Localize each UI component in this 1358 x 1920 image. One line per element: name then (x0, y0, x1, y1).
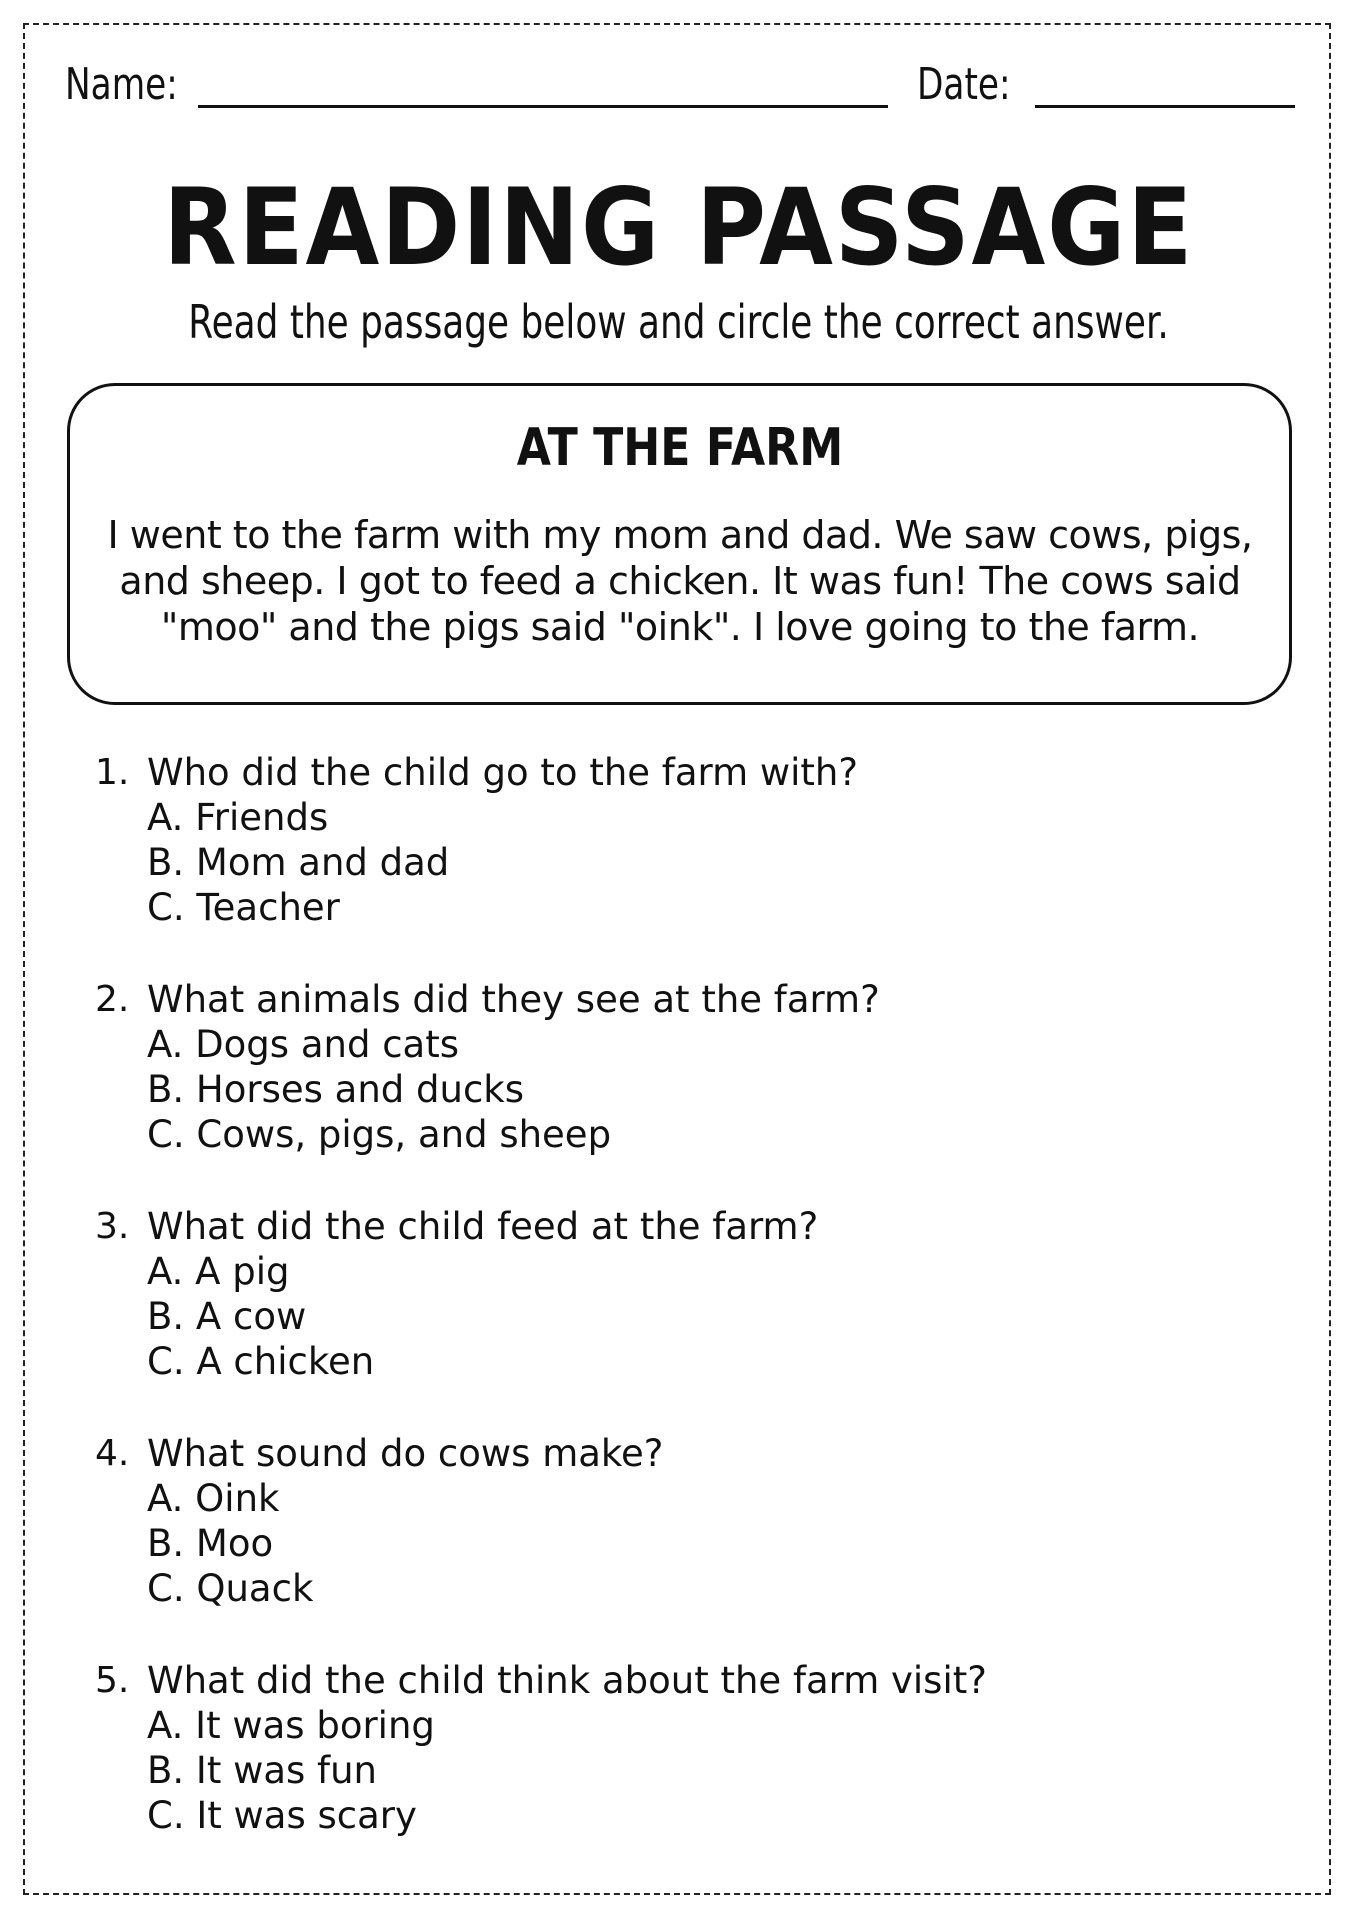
page-title: READING PASSAGE (163, 166, 1195, 289)
answer-option-c[interactable]: C. Quack (147, 1567, 314, 1610)
answer-option-b[interactable]: B. Moo (147, 1522, 274, 1565)
answer-option-b[interactable]: B. It was fun (147, 1749, 377, 1792)
instruction-text: Read the passage below and circle the correct answer. (188, 295, 1170, 349)
answer-option-c[interactable]: C. Cows, pigs, and sheep (147, 1113, 612, 1156)
question-number: 4. (95, 1433, 130, 1474)
question-text: What did the child feed at the farm? (147, 1205, 819, 1248)
question-number: 1. (95, 752, 130, 793)
instruction-wrap (0, 292, 1358, 352)
answer-option-c[interactable]: C. A chicken (147, 1340, 375, 1383)
answer-option-b[interactable]: B. A cow (147, 1295, 307, 1338)
answer-option-b[interactable]: B. Mom and dad (147, 841, 450, 884)
question-number: 5. (95, 1660, 130, 1701)
answer-option-c[interactable]: C. Teacher (147, 886, 340, 929)
date-blank-line (1035, 105, 1295, 108)
answer-option-a[interactable]: A. It was boring (147, 1704, 435, 1747)
passage-box (67, 383, 1292, 705)
answer-option-c[interactable]: C. It was scary (147, 1794, 417, 1837)
passage-title: AT THE FARM (516, 418, 843, 478)
question-text: What did the child think about the farm visit? (147, 1659, 987, 1702)
answer-option-b[interactable]: B. Horses and ducks (147, 1068, 525, 1111)
name-blank-line (198, 105, 888, 108)
answer-option-a[interactable]: A. Friends (147, 796, 329, 839)
page-title-wrap (0, 168, 1358, 288)
date-label: Date: (917, 59, 1011, 110)
question-number: 3. (95, 1206, 130, 1247)
question-number: 2. (95, 979, 130, 1020)
question-text: What sound do cows make? (147, 1432, 664, 1475)
question-text: What animals did they see at the farm? (147, 978, 880, 1021)
answer-option-a[interactable]: A. Oink (147, 1477, 280, 1520)
answer-option-a[interactable]: A. Dogs and cats (147, 1023, 460, 1066)
passage-text: I went to the farm with my mom and dad. We saw cows, pigs, and sheep. I got to feed a chicken. It was fun! The cows said "moo" and the pigs said "oink". I love going to the farm. (107, 513, 1253, 649)
header-row (65, 55, 1305, 115)
answer-option-a[interactable]: A. A pig (147, 1250, 290, 1293)
question-text: Who did the child go to the farm with? (147, 751, 859, 794)
name-label: Name: (65, 59, 178, 110)
passage-title-wrap (70, 416, 1289, 480)
